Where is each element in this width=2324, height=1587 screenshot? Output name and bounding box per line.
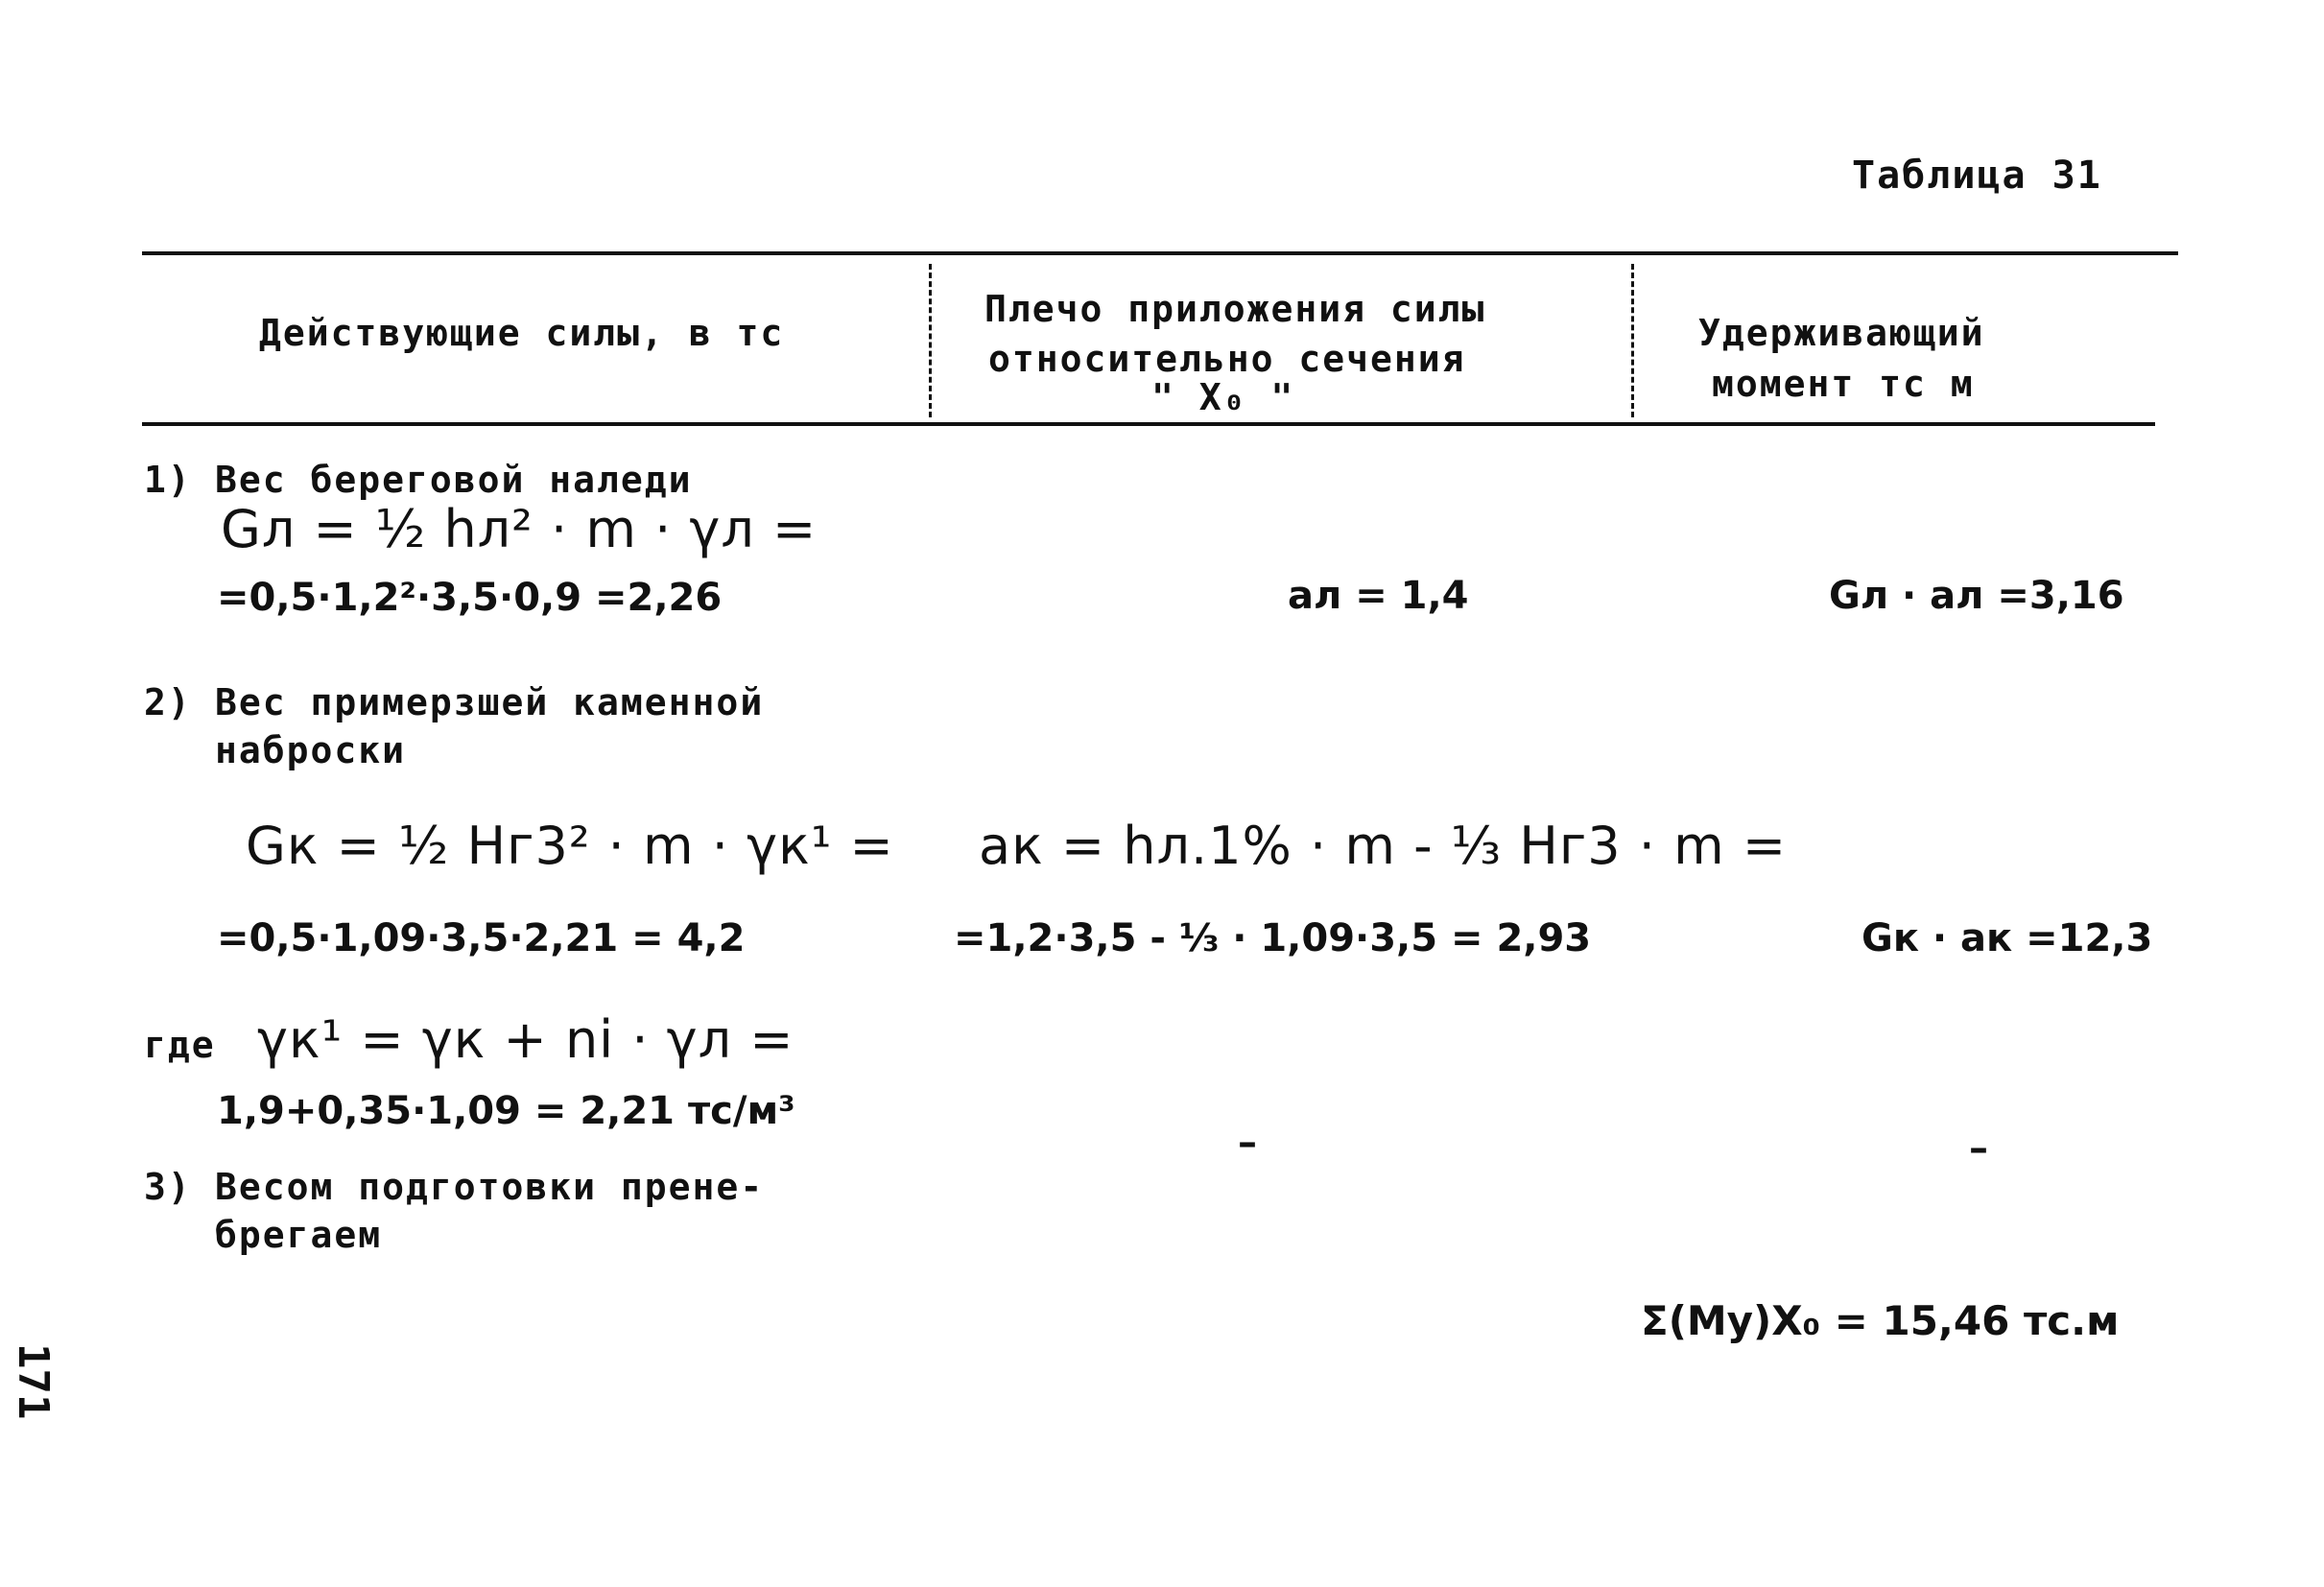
row1-label: 1) [144,459,192,501]
table-header-rule [142,422,2155,426]
row3-title-line2: брегаем [215,1214,383,1256]
row2-formula: Gк = ½ Hг3² · m · γк¹ = [246,816,894,876]
column-divider-2 [1631,264,1634,417]
total-moment: Σ(Mу)X₀ = 15,46 тс.м [1641,1297,2120,1344]
row2-label: 2) [144,681,192,723]
where-formula: γк¹ = γк + ni · γл = [257,1009,794,1070]
row1-formula: Gл = ½ hл² · m · γл = [221,499,818,559]
row2-calc: =0,5·1,09·3,5·2,21 = 4,2 [217,916,746,960]
row1-calc: =0,5·1,2²·3,5·0,9 =2,26 [217,576,723,620]
row2-title-line2: наброски [215,729,407,771]
page-number: 171 [9,1343,58,1420]
row3-arm: – [1238,1121,1257,1165]
header-col-arm-line1: Плечо приложения силы [984,288,1486,330]
row3-label: 3) [144,1166,192,1208]
where-calc: 1,9+0,35·1,09 = 2,21 тс/м³ [217,1089,795,1133]
row3-moment: – [1969,1126,1988,1171]
row1-arm: aл = 1,4 [1288,574,1469,618]
table-caption: Таблица 31 [1852,154,2102,198]
row3-title-line1: Весом подготовки прене- [215,1166,765,1208]
where-label: где [144,1024,216,1066]
column-divider-1 [929,264,932,417]
header-col-moment-line2: момент тс м [1712,363,1975,405]
header-col-arm-line3: " X₀ " [1151,376,1295,418]
header-col-forces: Действующие силы, в тс [259,312,785,354]
row1-title: Вес береговой наледи [215,459,693,501]
header-col-arm-line2: относительно сечения [988,338,1466,380]
table-top-rule [142,251,2178,255]
header-col-moment-line1: Удерживающий [1698,312,1985,354]
row2-arm-calc: =1,2·3,5 - ⅓ · 1,09·3,5 = 2,93 [954,916,1592,960]
row2-title-line1: Вес примерзшей каменной [215,681,765,723]
row2-arm-formula: aк = hл.1% · m - ⅓ Hг3 · m = [979,816,1788,876]
row1-moment: Gл · aл =3,16 [1829,574,2124,618]
row2-moment: Gк · aк =12,3 [1862,916,2153,960]
